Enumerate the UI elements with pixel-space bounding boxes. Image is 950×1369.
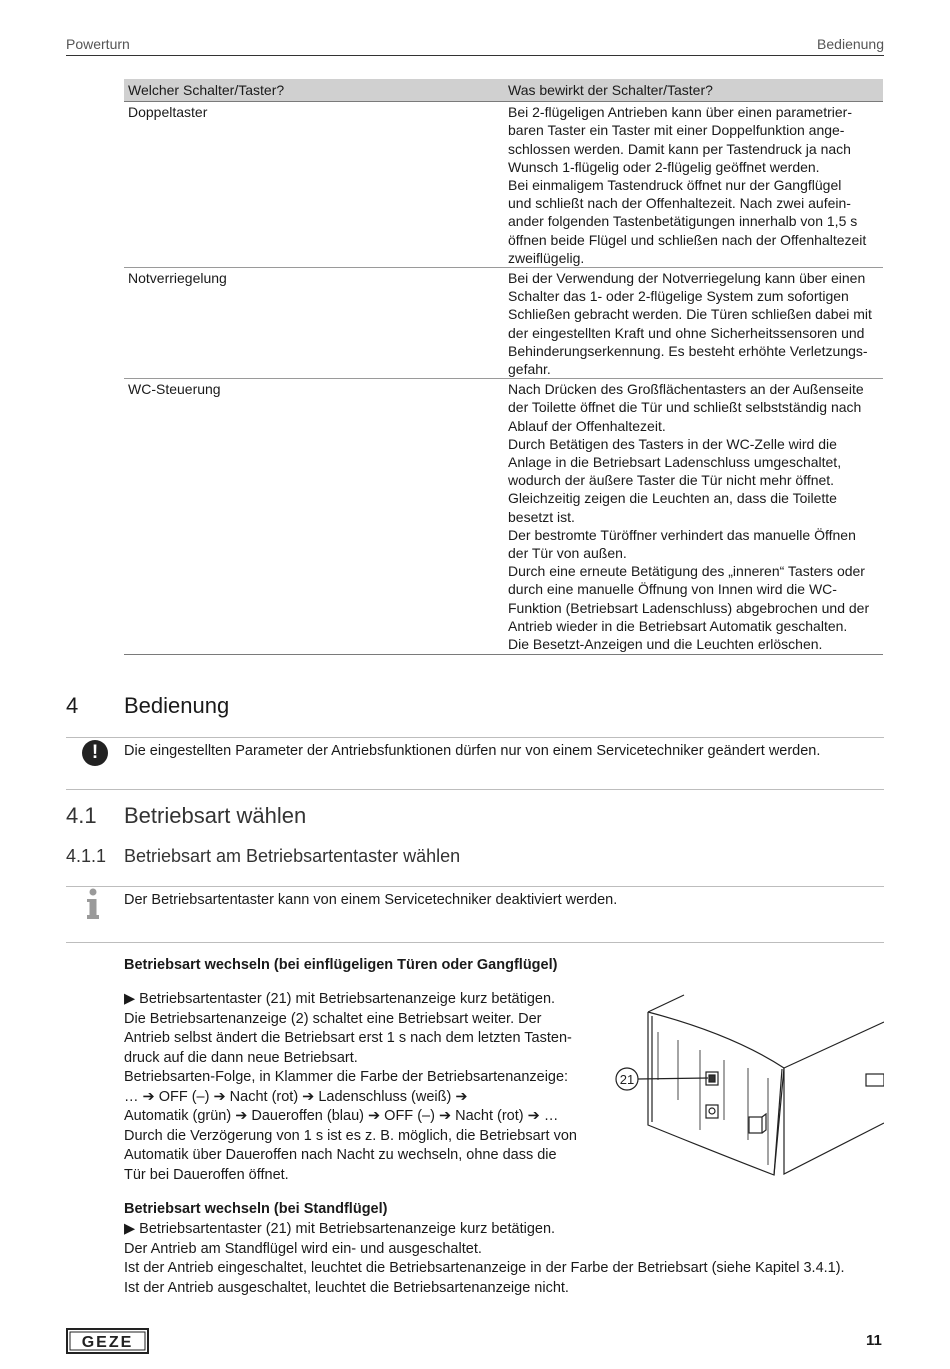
- table-header-effect: Was bewirkt der Schalter/Taster?: [504, 79, 883, 102]
- table-row: [124, 268, 883, 379]
- block2-title: Betriebsart wechseln (bei Standflügel): [124, 1201, 388, 1217]
- info-text: Der Betriebsartentaster kann von einem Servicetechniker deaktiviert werden.: [124, 892, 618, 908]
- divider: [66, 942, 884, 943]
- table-cell-text: Nach Drücken des Großflächentasters an der Außenseite der Toilette öffnet die Tür und schließt selbstständig nach Ablauf der Offenhaltezeit. Durch Betätigen des Tasters in der WC-Zelle wird die Anlage in die Betriebsart Ladenschluss umgeschaltet, wodurch der äußere Taster die Tür nicht mehr öffnet. Gleichzeitig zeigen die Leuchten an, dass die Toilette besetzt ist. Der bestromte Türöffner verhindert das manuelle Öffnen der Tür von außen. Durch eine erneute Betätigung des „inneren“ Tasters oder durch eine manuelle Öffnung von Innen wird die WC- Funktion (Betriebsart Ladenschluss) abgebrochen und der Antrieb wieder in die Betriebsart Automatik geschalten. Die Besetzt-Anzeigen und die Leuchten erlöschen.: [504, 379, 883, 655]
- logo-text: GEZE: [81, 1334, 134, 1351]
- header-right: Bedienung: [817, 36, 884, 52]
- block1-title: Betriebsart wechseln (bei einflügeligen Türen oder Gangflügel): [124, 957, 558, 973]
- page-number: 11: [866, 1332, 882, 1349]
- block1-text: ▶ Betriebsartentaster (21) mit Betriebsartenanzeige kurz betätigen. Die Betriebsartenanzeige (2) schaltet eine Betriebsart weiter. Der Antrieb selbst ändert die Betriebsart erst 1 s nach dem letzten Tasten- druck auf die dann neue Betriebsart. Betriebsarten-Folge, in Klammer die Farbe der Betriebsartenanzeige: … ➔ OFF (–) ➔ Nacht (rot) ➔ Ladenschluss (weiß) ➔ Automatik (grün) ➔ Daueroffen (blau) ➔ OFF (–) ➔ Nacht (rot) ➔ … Durch die Verzögerung von 1 s ist es z. B. möglich, die Betriebsart von Automatik über Daueroffen nach Nacht zu wechseln, ohne dass die Tür bei Daueroffen öffnet.: [124, 991, 577, 1183]
- section-title: Bedienung: [124, 693, 230, 718]
- subsubsection-title: Betriebsart am Betriebsartentaster wählen: [124, 846, 461, 866]
- table-row: [124, 102, 883, 268]
- switch-table: [124, 79, 883, 655]
- warning-icon: !: [82, 740, 108, 766]
- table-cell-name: Notverriegelung: [124, 268, 504, 379]
- table-cell-text: Bei der Verwendung der Notverriegelung kann über einen Schalter das 1- oder 2-flügelige System zum sofortigen Schließen gebracht werden. Die Türen schließen dabei mit der eingestellten Kraft und ohne Sicherheitssensoren und Behinderungserkennung. Es besteht erhöhte Verletzungs- gefahr.: [504, 268, 883, 379]
- divider: [66, 886, 884, 887]
- info-icon: [85, 888, 101, 920]
- divider: [66, 789, 884, 790]
- table-header-switch: Welcher Schalter/Taster?: [124, 79, 504, 102]
- warning-text: Die eingestellten Parameter der Antriebsfunktionen dürfen nur von einem Servicetechniker geändert werden.: [124, 743, 821, 759]
- drive-unit-figure: [612, 990, 884, 1180]
- header-left: Powerturn: [66, 36, 130, 52]
- table-cell-text: Bei 2-flügeligen Antrieben kann über einen parametrier- baren Taster ein Taster mit einer Doppelfunktion ange- schlossen werden. Damit kann per Tastendruck ja nach Wunsch 1-flügelig oder 2-flügelig geöffnet werden. Bei einmaligem Tastendruck öffnet nur der Gangflügel und schließt nach der Offenhaltezeit. Nach zwei aufein- ander folgenden Tastenbetätigungen innerhalb von 1,5 s öffnen beide Flügel und schließen nach der Offenhaltezeit zweiflügelig.: [504, 102, 883, 268]
- block2-text: ▶ Betriebsartentaster (21) mit Betriebsartenanzeige kurz betätigen. Der Antrieb am Standflügel wird ein- und ausgeschaltet. Ist der Antrieb eingeschaltet, leuchtet die Betriebsartenanzeige in der Farbe der Betriebsart (siehe Kapitel 3.4.1). Ist der Antrieb ausgeschaltet, leuchtet die Betriebsartenanzeige nicht.: [124, 1221, 845, 1296]
- figure-callout: 21: [619, 1072, 635, 1087]
- subsection-number: 4.1: [66, 803, 97, 828]
- section-number: 4: [66, 693, 79, 718]
- subsection-title: Betriebsart wählen: [124, 803, 307, 828]
- table-cell-name: Doppeltaster: [124, 102, 504, 268]
- table-row: [124, 379, 883, 655]
- divider: [66, 737, 884, 738]
- table-cell-name: WC-Steuerung: [124, 379, 504, 655]
- geze-logo: [66, 1328, 149, 1354]
- header-rule: [66, 55, 884, 56]
- subsubsection-number: 4.1.1: [66, 846, 107, 866]
